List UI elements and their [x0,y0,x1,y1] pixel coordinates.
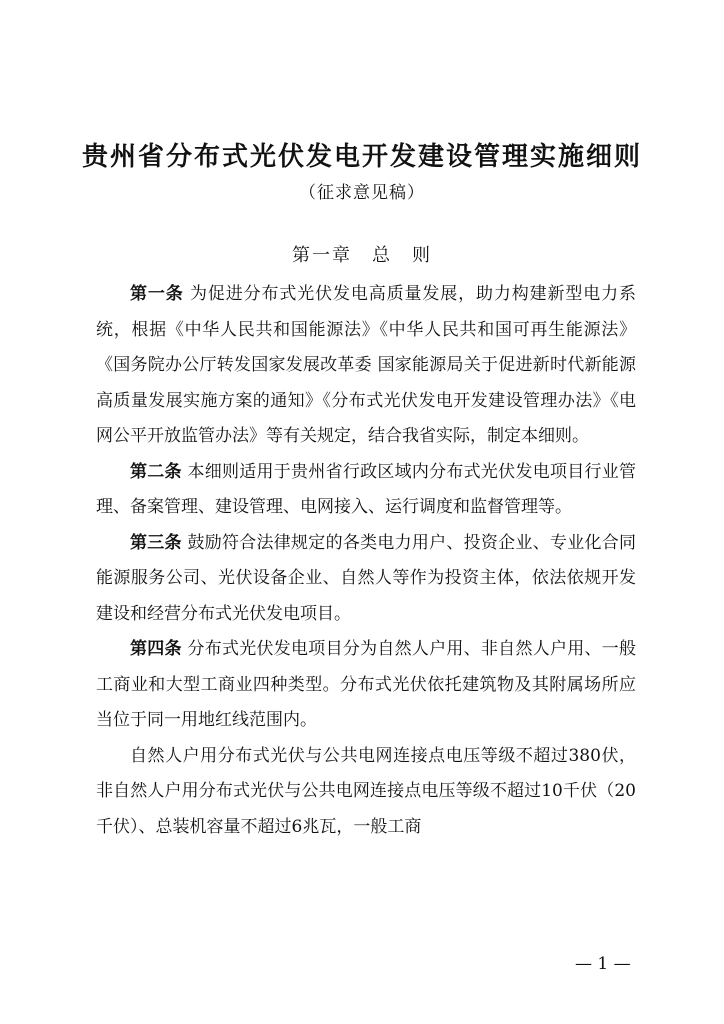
article-2 [96,455,636,526]
article-text: 本细则适用于贵州省行政区域内分布式光伏发电项目行业管理、备案管理、建设管理、电网接入、运行调度和监督管理等。 [96,461,637,517]
article-text: 分布式光伏发电项目分为自然人户用、非自然人户用、一般工商业和大型工商业四种类型。分布式光伏依托建筑物及其附属场所应当位于同一用地红线范围内。 [96,639,637,730]
article-label: 第一条 [130,284,184,304]
article-label: 第二条 [130,461,182,482]
document-subtitle: （征求意见稿） [299,183,425,203]
article-1 [96,277,636,455]
chapter-number: 第一章 [292,245,352,266]
article-label: 第三条 [130,532,182,553]
article-3 [96,526,636,633]
article-4 [96,632,636,739]
chapter-heading [0,241,724,267]
article-text: 自然人户用分布式光伏与公共电网连接点电压等级不超过380伏，非自然人户用分布式光伏与公共电网连接点电压等级不超过10千伏（20千伏）、总装机容量不超过6兆瓦，一般工商 [96,745,636,837]
chapter-name: 总 则 [372,245,432,266]
article-text: 为促进分布式光伏发电高质量发展，助力构建新型电力系统，根据《中华人民共和国能源法》《中华人民共和国可再生能源法》《国务院办公厅转发国家发展改革委 国家能源局关于促进新时代新能源高质量发展实施方案的通知》《分布式光伏发电开发建设管理办法》《电网公平开放监管办法》等有关规定，结合我省实际，制定本细则。 [96,284,637,446]
page-number: — 1 — [575,954,631,974]
document-title: 贵州省分布式光伏发电开发建设管理实施细则 [81,142,642,172]
article-4-continued [96,739,636,846]
document-body [96,277,636,845]
article-label: 第四条 [130,639,182,659]
article-text: 鼓励符合法律规定的各类电力用户、投资企业、专业化合同能源服务公司、光伏设备企业、自然人等作为投资主体，依法依规开发建设和经营分布式光伏发电项目。 [96,532,637,624]
